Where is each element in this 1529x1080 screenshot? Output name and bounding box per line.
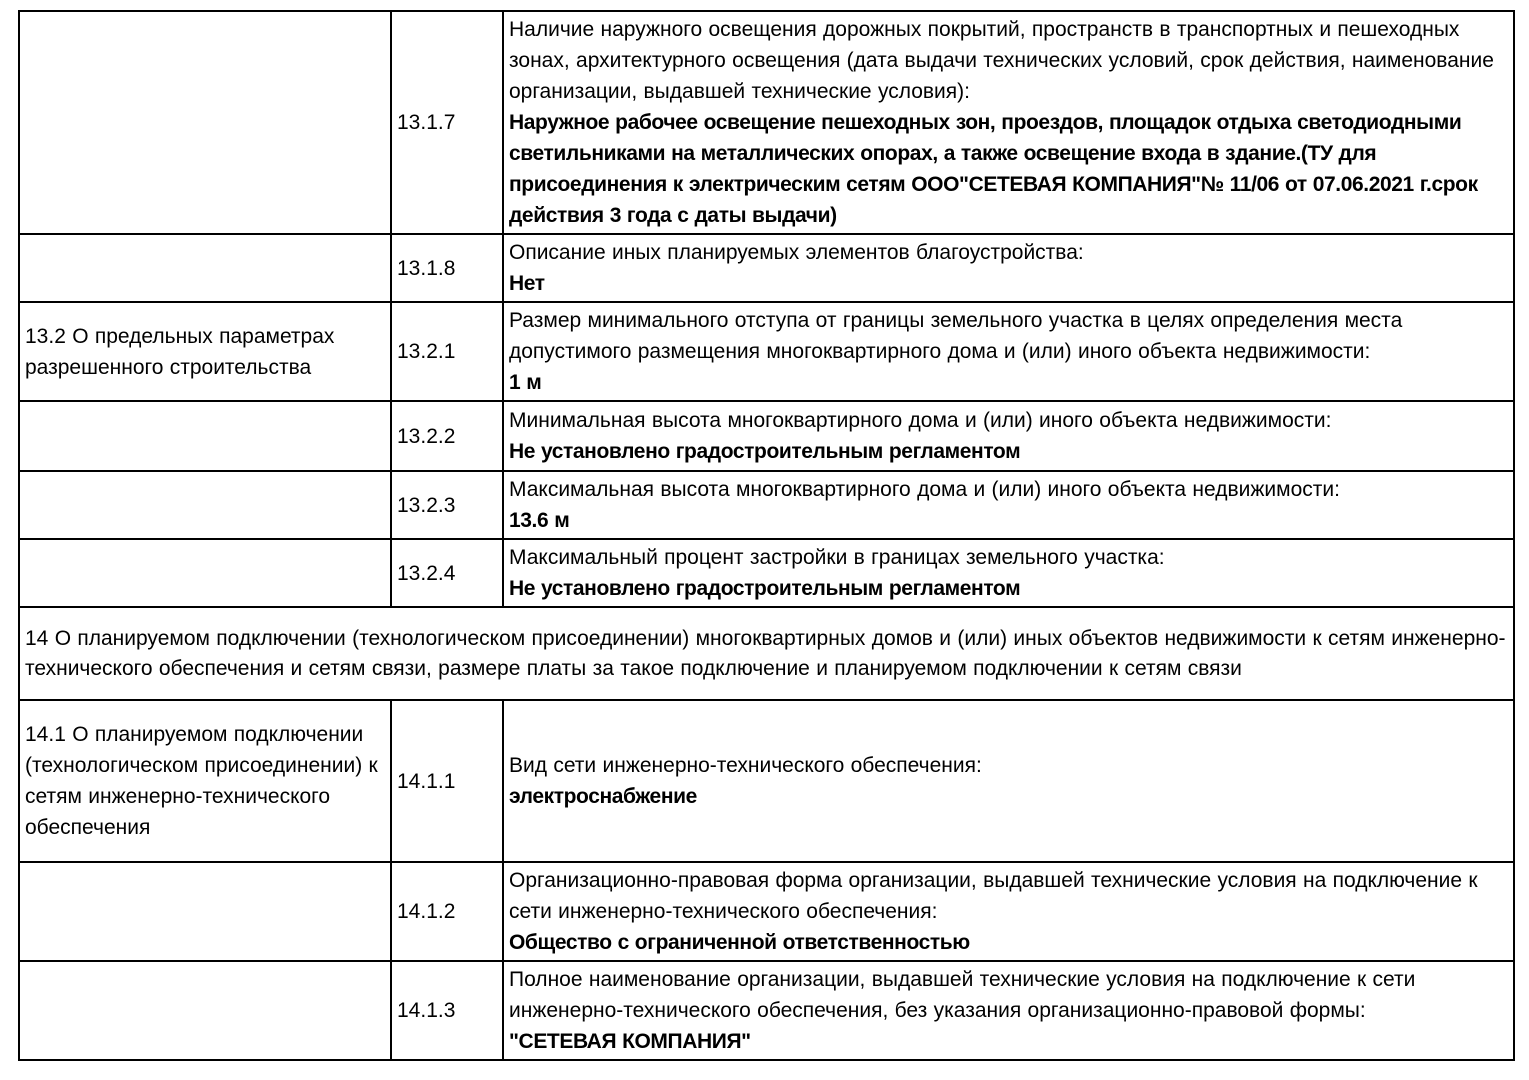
field-value: Нет [509, 272, 545, 295]
content-cell [503, 302, 1514, 401]
table-row [19, 539, 1514, 607]
section-cell: 13.2 О предельных параметрах разрешенного строительства [19, 302, 391, 401]
content-cell [503, 862, 1514, 961]
item-number-cell: 14.1.2 [391, 862, 503, 961]
section-cell [19, 471, 391, 539]
content-cell [503, 401, 1514, 471]
field-value: электроснабжение [509, 785, 697, 808]
section-cell [19, 862, 391, 961]
field-label: Наличие наружного освещения дорожных покрытий, пространств в транспортных и пешеходных зонах, архитектурного освещения (дата выдачи технических условий, срок действия, наименование организации, выдавшей технические условия): [509, 18, 1494, 103]
item-number-cell: 13.2.3 [391, 471, 503, 539]
item-number-cell: 14.1.1 [391, 700, 503, 862]
item-number-cell: 14.1.3 [391, 961, 503, 1060]
field-value: Наружное рабочее освещение пешеходных зон, проездов, площадок отдыха светодиодными светильниками на металлических опорах, а также освещение входа в здание.(ТУ для присоединения к электрическим сетям ООО"СЕТЕВАЯ КОМПАНИЯ"№ 11/06 от 07.06.2021 г.срок действия 3 года с даты выдачи) [509, 111, 1478, 227]
content-cell [503, 234, 1514, 302]
field-label: Описание иных планируемых элементов благоустройства: [509, 241, 1084, 264]
item-number-cell: 13.2.1 [391, 302, 503, 401]
content-cell [503, 700, 1514, 862]
field-value: Общество с ограниченной ответственностью [509, 931, 970, 954]
section-cell [19, 539, 391, 607]
field-value: 1 м [509, 371, 542, 394]
content-cell [503, 539, 1514, 607]
field-value: "СЕТЕВАЯ КОМПАНИЯ" [509, 1030, 751, 1053]
section-cell [19, 961, 391, 1060]
content-cell [503, 961, 1514, 1060]
field-label: Минимальная высота многоквартирного дома и (или) иного объекта недвижимости: [509, 409, 1332, 432]
field-value: Не установлено градостроительным регламентом [509, 577, 1021, 600]
table-row [19, 700, 1514, 862]
field-label: Размер минимального отступа от границы земельного участка в целях определения места допустимого размещения многоквартирного дома и (или) иного объекта недвижимости: [509, 309, 1403, 363]
table-row [19, 862, 1514, 961]
section-14-header: 14 О планируемом подключении (технологическом присоединении) многоквартирных домов и (или) иных объектов недвижимости к сетям инженерно-технического обеспечения и сетям связи, размере платы за такое подключение и планируемом подключении к сетям связи [19, 607, 1514, 700]
content-cell [503, 471, 1514, 539]
section-cell [19, 234, 391, 302]
table-row [19, 471, 1514, 539]
item-number-cell: 13.2.4 [391, 539, 503, 607]
section-cell: 14.1 О планируемом подключении (технологическом присоединении) к сетям инженерно-технического обеспечения [19, 700, 391, 862]
table-row [19, 961, 1514, 1060]
field-value: Не установлено градостроительным регламентом [509, 440, 1021, 463]
table-row [19, 302, 1514, 401]
field-label: Вид сети инженерно-технического обеспечения: [509, 754, 982, 777]
table-row [19, 234, 1514, 302]
table-row [19, 11, 1514, 234]
item-number-cell: 13.2.2 [391, 401, 503, 471]
section-header-row [19, 607, 1514, 700]
content-cell [503, 11, 1514, 234]
table-row [19, 401, 1514, 471]
field-label: Максимальный процент застройки в границах земельного участка: [509, 546, 1165, 569]
section-cell [19, 401, 391, 471]
field-label: Полное наименование организации, выдавшей технические условия на подключение к сети инженерно-технического обеспечения, без указания организационно-правовой формы: [509, 968, 1416, 1022]
project-declaration-table [18, 10, 1515, 1061]
section-cell [19, 11, 391, 234]
field-label: Максимальная высота многоквартирного дома и (или) иного объекта недвижимости: [509, 478, 1340, 501]
item-number-cell: 13.1.8 [391, 234, 503, 302]
item-number-cell: 13.1.7 [391, 11, 503, 234]
field-value: 13.6 м [509, 509, 570, 532]
field-label: Организационно-правовая форма организации, выдавшей технические условия на подключение к сети инженерно-технического обеспечения: [509, 869, 1478, 923]
